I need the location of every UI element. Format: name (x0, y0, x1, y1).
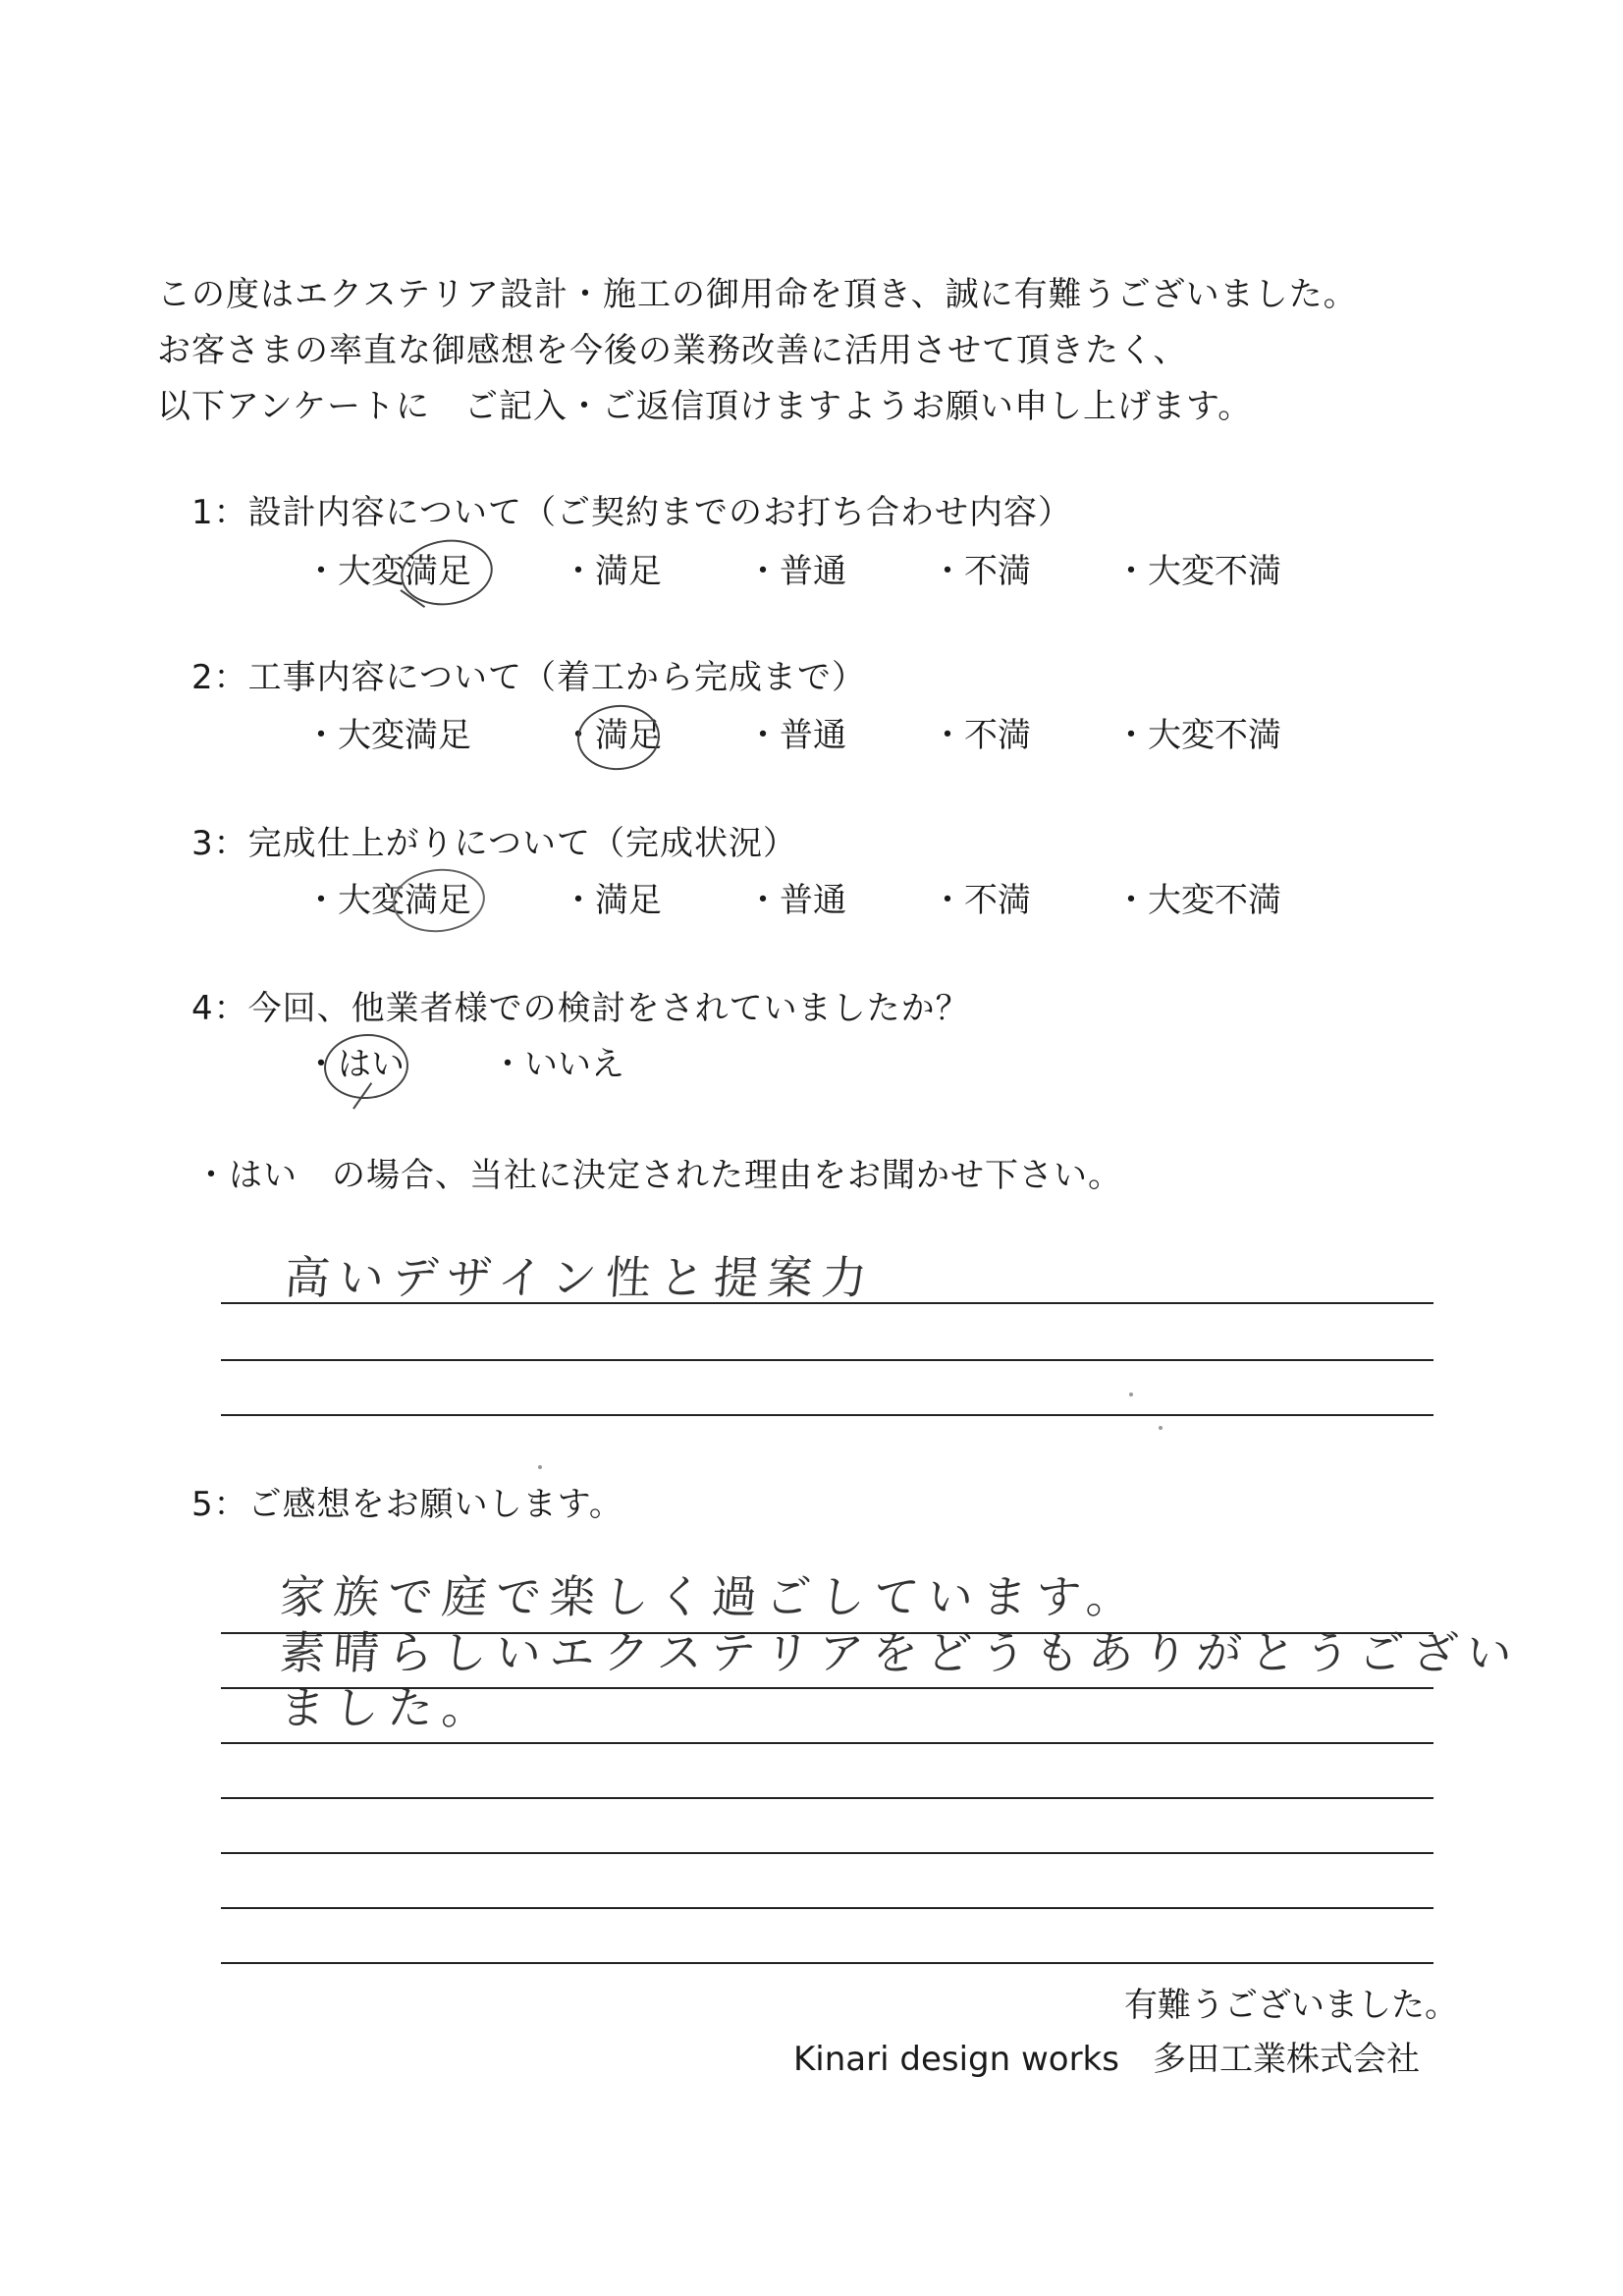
q3-title: 3：完成仕上がりについて（完成状況） (191, 824, 797, 863)
q2-option-very-dissatisfied[interactable]: ・大変不満 (1114, 716, 1281, 755)
q4-answer-line-2 (221, 1359, 1434, 1361)
closing-company: Kinari design works 多田工業株式会社 (793, 2040, 1420, 2079)
scan-speck (538, 1465, 542, 1469)
q5-answer-line-1[interactable]: 家族で庭で楽しく過ごしています。 (278, 1570, 1143, 1623)
q3-option-satisfied[interactable]: ・満足 (562, 881, 662, 920)
scan-speck (1129, 1393, 1133, 1396)
q1-option-dissatisfied[interactable]: ・不満 (931, 552, 1031, 591)
q4-answer-line-1 (221, 1302, 1434, 1304)
closing-thanks: 有難うございました。 (1124, 1986, 1458, 2025)
intro-line-1: この度はエクステリア設計・施工の御用命を頂き、誠に有難うございました。 (157, 275, 1358, 314)
q5-title: 5：ご感想をお願いします。 (191, 1485, 623, 1524)
q2-option-satisfied[interactable]: ・満足 (562, 716, 662, 755)
q5-answer-rule-5 (221, 1852, 1434, 1854)
q2-selection-circle (574, 701, 662, 773)
q2-title: 2：工事内容について（着工から完成まで） (191, 658, 866, 697)
q5-answer-rule-2 (221, 1687, 1434, 1689)
q1-option-normal[interactable]: ・普通 (746, 552, 846, 591)
q2-option-normal[interactable]: ・普通 (746, 716, 846, 755)
q3-option-normal[interactable]: ・普通 (746, 881, 846, 920)
q5-answer-line-2[interactable]: 素晴らしいエクステリアをどうもありがとうござい (278, 1626, 1523, 1679)
q4-option-yes[interactable]: ・はい (304, 1045, 405, 1084)
q4-answer-line-3 (221, 1414, 1434, 1416)
q4-option-no[interactable]: ・いいえ (491, 1045, 624, 1084)
q2-option-very-satisfied[interactable]: ・大変満足 (304, 716, 471, 755)
q3-option-very-satisfied[interactable]: ・大変満足 (304, 881, 471, 920)
intro-line-3: 以下アンケートに ご記入・ご返信頂けますようお願い申し上げます。 (157, 387, 1253, 426)
q1-option-satisfied[interactable]: ・満足 (562, 552, 662, 591)
scan-speck (1159, 1426, 1163, 1430)
q1-option-very-satisfied[interactable]: ・大変満足 (304, 552, 471, 591)
q1-title: 1：設計内容について（ご契約までのお打ち合わせ内容） (191, 493, 1072, 532)
intro-line-2: お客さまの率直な御感想を今後の業務改善に活用させて頂きたく、 (157, 331, 1188, 370)
q4-followup-answer[interactable]: 高いデザイン性と提案力 (283, 1251, 878, 1304)
q5-answer-rule-1 (221, 1632, 1434, 1634)
q2-option-dissatisfied[interactable]: ・不満 (931, 716, 1031, 755)
q4-title: 4：今回、他業者様での検討をされていましたか？ (191, 989, 970, 1028)
q5-answer-line-3[interactable]: ました。 (278, 1681, 498, 1734)
q1-option-very-dissatisfied[interactable]: ・大変不満 (1114, 552, 1281, 591)
q3-option-very-dissatisfied[interactable]: ・大変不満 (1114, 881, 1281, 920)
q3-selection-circle (390, 864, 488, 936)
q5-answer-rule-7 (221, 1962, 1434, 1964)
q5-answer-rule-4 (221, 1797, 1434, 1799)
q5-answer-rule-6 (221, 1907, 1434, 1909)
q5-answer-rule-3 (221, 1742, 1434, 1744)
q3-option-dissatisfied[interactable]: ・不満 (931, 881, 1031, 920)
q4-followup-prompt: ・はい の場合、当社に決定された理由をお聞かせ下さい。 (194, 1156, 1122, 1195)
